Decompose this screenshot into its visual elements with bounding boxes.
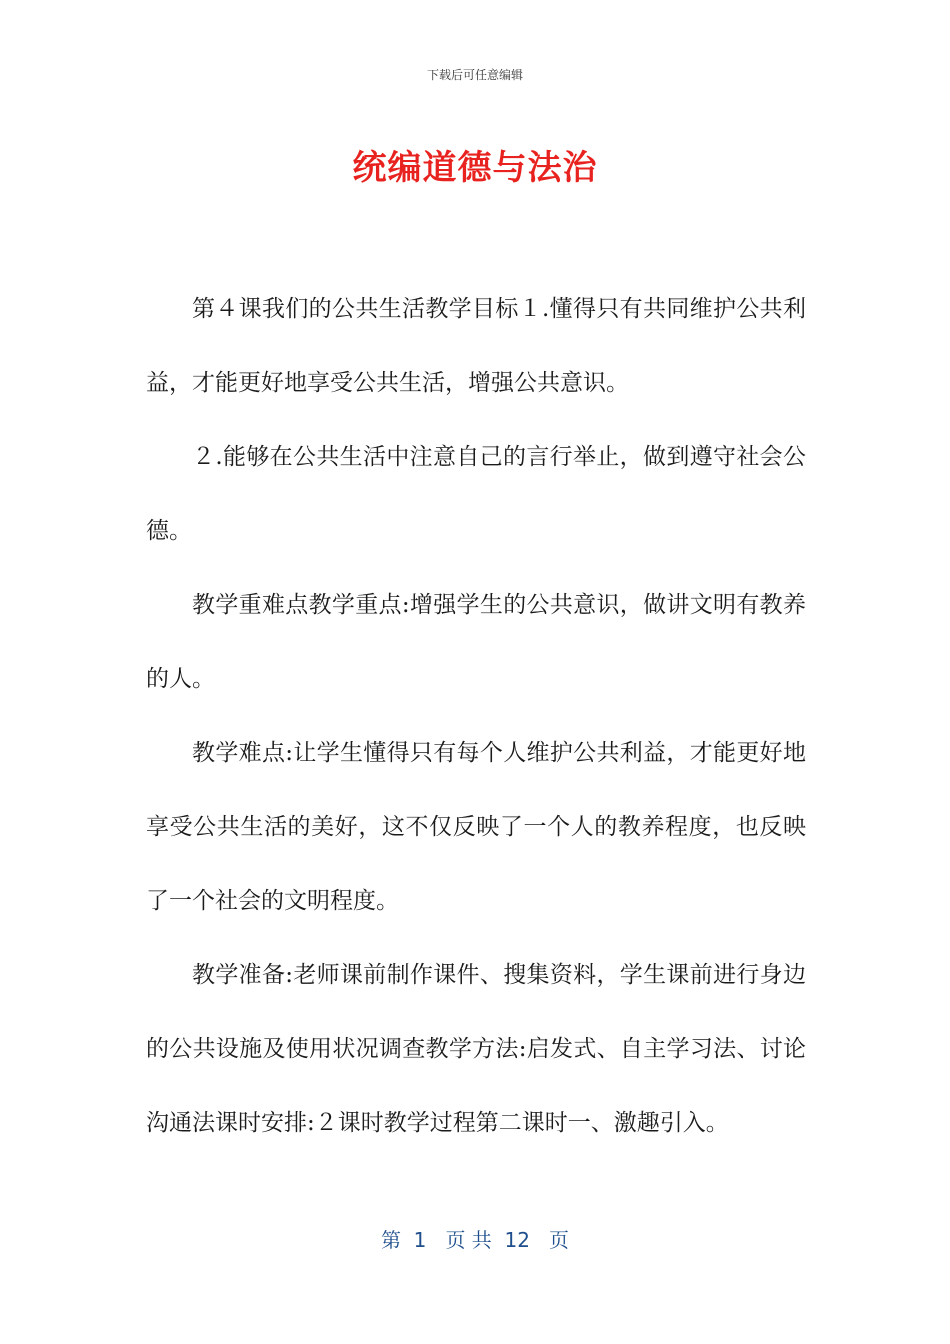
paragraph-objective-2: ２.能够在公共生活中注意自己的言行举止，做到遵守社会公德。	[146, 444, 806, 544]
paragraph-objectives: 第４课我们的公共生活教学目标１.懂得只有共同维护公共利益，才能更好地享受公共生活，增强公共意识。	[146, 296, 806, 396]
paragraph-preparation: 教学准备:老师课前制作课件、搜集资料，学生课前进行身边的公共设施及使用状况调查教学方法:启发式、自主学习法、讨论沟通法课时安排:２课时教学过程第二课时一、激趣引入。	[146, 962, 806, 1136]
paragraph-difficulties: 教学难点:让学生懂得只有每个人维护公共利益，才能更好地享受公共生活的美好，这不仅反映了一个人的教养程度，也反映了一个社会的文明程度。	[146, 740, 806, 914]
paragraph-key-points: 教学重难点教学重点:增强学生的公共意识，做讲文明有教养的人。	[146, 592, 806, 692]
document-title: 统编道德与法治	[352, 148, 598, 188]
document-body	[146, 272, 806, 1160]
header-note: 下载后可任意编辑	[426, 68, 523, 82]
page-number-footer: 第 1 页 共 12 页	[380, 1228, 570, 1252]
